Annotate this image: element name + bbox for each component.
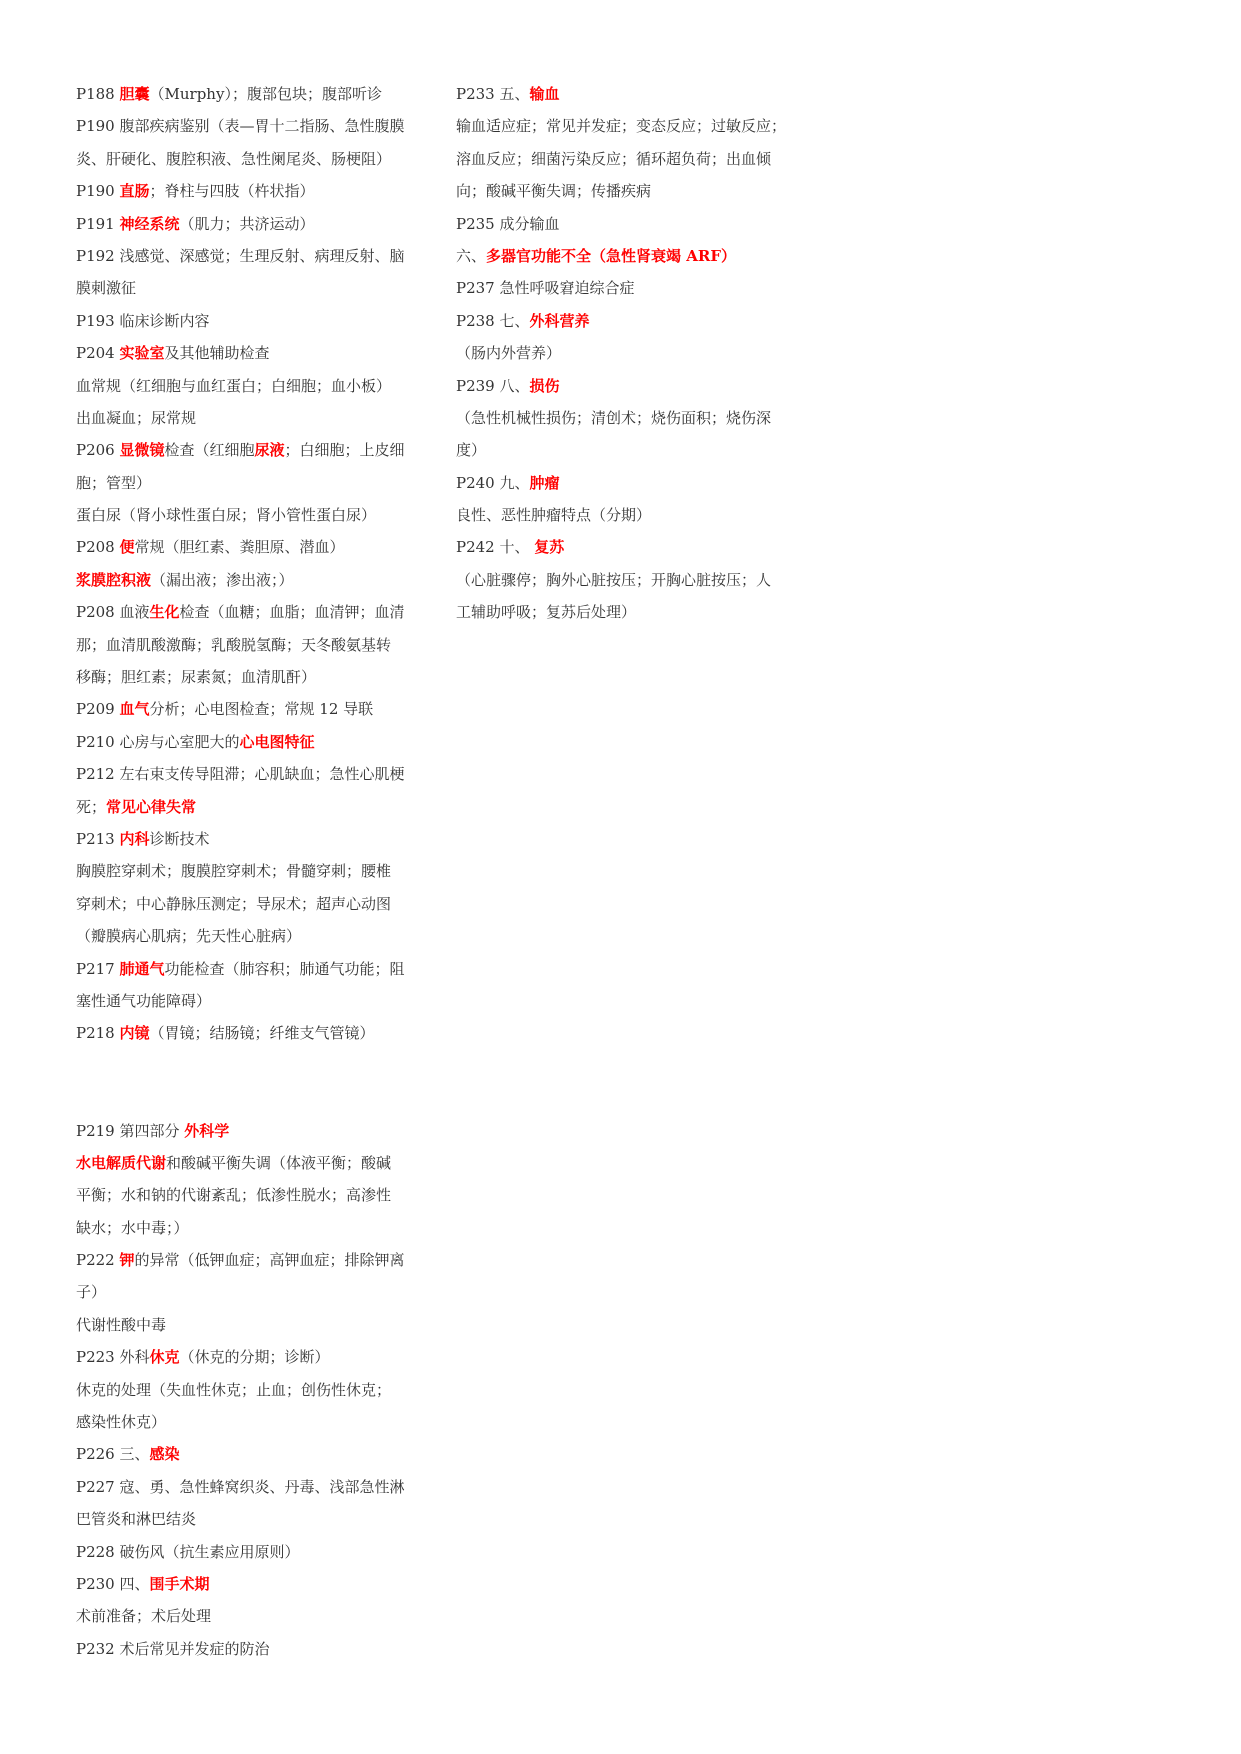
text-segment: ；白细胞；上皮细 bbox=[284, 441, 405, 460]
text-line bbox=[456, 434, 796, 466]
text-line bbox=[76, 791, 416, 823]
highlighted-term: 直肠 bbox=[119, 182, 150, 201]
text-segment: P208 血液 bbox=[76, 603, 150, 622]
text-segment: 膜刺激征 bbox=[76, 279, 137, 298]
highlighted-term: 显微镜 bbox=[119, 441, 165, 460]
highlighted-term: 围手术期 bbox=[149, 1574, 210, 1593]
text-line bbox=[76, 1147, 416, 1179]
text-segment: 移酶；胆红素；尿素氮；血清肌酐） bbox=[76, 668, 317, 687]
text-segment: 死； bbox=[76, 797, 107, 816]
text-line bbox=[76, 1212, 416, 1244]
text-segment: 休克的处理（失血性休克；止血；创伤性休克； bbox=[76, 1380, 392, 1399]
text-line bbox=[456, 564, 796, 596]
text-line bbox=[76, 596, 416, 628]
highlighted-term: 内科 bbox=[119, 829, 150, 848]
text-line bbox=[76, 402, 416, 434]
text-segment: P209 bbox=[76, 700, 120, 719]
highlighted-term: 浆膜腔积液 bbox=[76, 570, 152, 589]
text-segment: 炎、肝硬化、腹腔积液、急性阑尾炎、肠梗阻） bbox=[76, 149, 392, 168]
text-segment: P208 bbox=[76, 538, 120, 557]
highlighted-term: 损伤 bbox=[529, 376, 560, 395]
text-segment: 代谢性酸中毒 bbox=[76, 1315, 167, 1334]
text-segment: 塞性通气功能障碍） bbox=[76, 991, 212, 1010]
text-segment: （胃镜；结肠镜；纤维支气管镜） bbox=[149, 1024, 375, 1043]
text-line bbox=[76, 240, 416, 272]
text-line bbox=[456, 78, 796, 110]
left-column bbox=[76, 78, 416, 1665]
text-segment: 和酸碱平衡失调（体液平衡；酸碱 bbox=[166, 1153, 392, 1172]
text-segment: 出血凝血；尿常规 bbox=[76, 408, 197, 427]
text-line bbox=[456, 240, 796, 272]
text-line bbox=[456, 110, 796, 142]
text-line bbox=[76, 531, 416, 563]
text-segment: 功能检查（肺容积；肺通气功能；阻 bbox=[164, 959, 405, 978]
text-line bbox=[76, 272, 416, 304]
text-segment: 穿刺术；中心静脉压测定；导尿术；超声心动图 bbox=[76, 894, 392, 913]
text-line bbox=[76, 726, 416, 758]
text-segment: P212 左右束支传导阻滞；心肌缺血；急性心肌梗 bbox=[76, 765, 405, 784]
text-segment: P219 第四部分 bbox=[76, 1121, 185, 1140]
text-segment: P242 十、 bbox=[456, 538, 535, 557]
highlighted-term: 便 bbox=[119, 538, 135, 557]
highlighted-term: 肺通气 bbox=[119, 959, 165, 978]
text-segment: P188 bbox=[76, 85, 120, 103]
text-segment: 六、 bbox=[456, 246, 487, 265]
text-segment: P238 七、 bbox=[456, 311, 530, 330]
text-segment: 工辅助呼吸；复苏后处理） bbox=[456, 603, 637, 622]
text-line bbox=[456, 499, 796, 531]
text-line bbox=[76, 1536, 416, 1568]
text-segment: P239 八、 bbox=[456, 376, 530, 395]
highlighted-term: 输血 bbox=[529, 85, 560, 103]
text-segment: 度） bbox=[456, 441, 487, 460]
text-segment: P193 临床诊断内容 bbox=[76, 311, 210, 330]
text-segment: 良性、恶性肿瘤特点（分期） bbox=[456, 506, 652, 525]
text-segment: P222 bbox=[76, 1251, 120, 1270]
text-segment: 分析；心电图检查；常规 12 导联 bbox=[149, 700, 374, 719]
text-line bbox=[76, 1438, 416, 1470]
text-line bbox=[76, 143, 416, 175]
highlighted-term: 钾 bbox=[119, 1251, 135, 1270]
text-line bbox=[76, 434, 416, 466]
highlighted-term: 胆囊 bbox=[119, 85, 150, 103]
text-segment: （休克的分期；诊断） bbox=[179, 1348, 330, 1367]
text-line bbox=[76, 175, 416, 207]
text-segment: P206 bbox=[76, 441, 120, 460]
text-segment: 平衡；水和钠的代谢紊乱；低渗性脱水；高渗性 bbox=[76, 1186, 392, 1205]
text-segment: （心脏骤停；胸外心脏按压；开胸心脏按压；人 bbox=[456, 570, 772, 589]
text-line bbox=[76, 1179, 416, 1211]
text-segment: （瓣膜病心肌病；先天性心脏病） bbox=[76, 927, 302, 946]
highlighted-term: 生化 bbox=[149, 603, 180, 622]
highlighted-term: 复苏 bbox=[534, 538, 565, 557]
text-segment: 胞；管型） bbox=[76, 473, 152, 492]
text-segment: 的异常（低钾血症；高钾血症；排除钾离 bbox=[134, 1251, 405, 1270]
text-segment: （Murphy）；腹部包块；腹部听诊 bbox=[149, 85, 382, 103]
text-line bbox=[76, 1341, 416, 1373]
right-column bbox=[456, 78, 796, 629]
text-segment: P228 破伤风（抗生素应用原则） bbox=[76, 1542, 300, 1561]
text-segment: 血常规（红细胞与血红蛋白；白细胞；血小板） bbox=[76, 376, 392, 395]
text-line bbox=[456, 305, 796, 337]
text-segment: P227 寇、勇、急性蜂窝织炎、丹毒、浅部急性淋 bbox=[76, 1477, 405, 1496]
highlighted-term: 外科营养 bbox=[529, 311, 590, 330]
text-segment: P237 急性呼吸窘迫综合症 bbox=[456, 279, 635, 298]
highlighted-term: 常见心律失常 bbox=[106, 797, 197, 816]
text-segment: P210 心房与心室肥大的 bbox=[76, 732, 240, 751]
text-line bbox=[76, 855, 416, 887]
text-line bbox=[76, 1017, 416, 1049]
text-segment: 输血适应症；常见并发症；变态反应；过敏反应； bbox=[456, 117, 787, 136]
text-segment: ；脊柱与四肢（杵状指） bbox=[149, 182, 315, 201]
text-line bbox=[76, 1115, 416, 1147]
text-line bbox=[76, 1244, 416, 1276]
text-segment: 感染性休克） bbox=[76, 1413, 167, 1432]
text-line bbox=[456, 467, 796, 499]
highlighted-term: 外科学 bbox=[184, 1121, 230, 1140]
highlighted-term: 感染 bbox=[149, 1445, 180, 1464]
text-line bbox=[76, 629, 416, 661]
text-line bbox=[456, 531, 796, 563]
highlighted-term: 实验室 bbox=[119, 344, 165, 363]
text-line bbox=[76, 985, 416, 1017]
text-line bbox=[76, 1568, 416, 1600]
text-line bbox=[456, 143, 796, 175]
text-line bbox=[456, 596, 796, 628]
text-line bbox=[76, 953, 416, 985]
text-line bbox=[76, 1600, 416, 1632]
text-segment: P190 腹部疾病鉴别（表—胃十二指肠、急性腹膜 bbox=[76, 117, 405, 136]
text-line bbox=[76, 920, 416, 952]
text-segment: P204 bbox=[76, 344, 120, 363]
text-line bbox=[76, 208, 416, 240]
text-line bbox=[76, 1633, 416, 1665]
text-segment: P230 四、 bbox=[76, 1574, 150, 1593]
text-segment: 常规（胆红素、粪胆原、潜血） bbox=[134, 538, 345, 557]
text-segment: 诊断技术 bbox=[149, 829, 210, 848]
text-segment: 及其他辅助检查 bbox=[164, 344, 270, 363]
text-line bbox=[76, 1471, 416, 1503]
highlighted-term: 心电图特征 bbox=[239, 732, 315, 751]
text-segment: P217 bbox=[76, 959, 120, 978]
text-line bbox=[76, 888, 416, 920]
text-line bbox=[456, 402, 796, 434]
highlighted-term: 肿瘤 bbox=[529, 473, 560, 492]
text-segment: 蛋白尿（肾小球性蛋白尿；肾小管性蛋白尿） bbox=[76, 506, 377, 525]
highlighted-term: 多器官功能不全（急性肾衰竭 ARF） bbox=[486, 246, 736, 265]
text-segment: 向；酸碱平衡失调；传播疾病 bbox=[456, 182, 652, 201]
highlighted-term: 尿液 bbox=[254, 441, 285, 460]
text-segment: （急性机械性损伤；清创术；烧伤面积；烧伤深 bbox=[456, 408, 772, 427]
highlighted-term: 休克 bbox=[149, 1348, 180, 1367]
text-segment: P226 三、 bbox=[76, 1445, 150, 1464]
text-segment: P190 bbox=[76, 182, 120, 201]
text-line bbox=[76, 305, 416, 337]
text-line bbox=[76, 78, 416, 110]
text-segment: P191 bbox=[76, 214, 120, 233]
text-segment: （漏出液；渗出液；） bbox=[151, 570, 294, 589]
highlighted-term: 内镜 bbox=[119, 1024, 150, 1043]
text-segment: P235 成分输血 bbox=[456, 214, 560, 233]
text-line bbox=[76, 1276, 416, 1308]
text-line bbox=[76, 1309, 416, 1341]
text-line bbox=[76, 499, 416, 531]
text-segment: 胸膜腔穿刺术；腹膜腔穿刺术；骨髓穿刺；腰椎 bbox=[76, 862, 392, 881]
text-segment: 检查（红细胞 bbox=[164, 441, 255, 460]
text-segment: P223 外科 bbox=[76, 1348, 150, 1367]
section-spacer bbox=[76, 1050, 416, 1115]
text-segment: P233 五、 bbox=[456, 85, 530, 103]
text-segment: 巴管炎和淋巴结炎 bbox=[76, 1510, 197, 1529]
text-line bbox=[76, 758, 416, 790]
text-segment: P240 九、 bbox=[456, 473, 530, 492]
text-line bbox=[456, 208, 796, 240]
text-segment: P213 bbox=[76, 829, 120, 848]
text-line bbox=[456, 175, 796, 207]
highlighted-term: 水电解质代谢 bbox=[76, 1153, 167, 1172]
text-segment: P232 术后常见并发症的防治 bbox=[76, 1639, 270, 1658]
text-line bbox=[76, 337, 416, 369]
text-line bbox=[456, 370, 796, 402]
highlighted-term: 血气 bbox=[119, 700, 150, 719]
highlighted-term: 神经系统 bbox=[119, 214, 180, 233]
text-line bbox=[456, 337, 796, 369]
text-line bbox=[456, 272, 796, 304]
text-segment: （肌力；共济运动） bbox=[179, 214, 315, 233]
text-segment: 子） bbox=[76, 1283, 107, 1302]
text-line bbox=[76, 661, 416, 693]
text-line bbox=[76, 693, 416, 725]
text-segment: 溶血反应；细菌污染反应；循环超负荷；出血倾 bbox=[456, 149, 772, 168]
text-segment: 那；血清肌酸激酶；乳酸脱氢酶；天冬酸氨基转 bbox=[76, 635, 392, 654]
text-segment: P192 浅感觉、深感觉；生理反射、病理反射、脑 bbox=[76, 246, 405, 265]
text-segment: P218 bbox=[76, 1024, 120, 1043]
text-segment: 检查（血糖；血脂；血清钾；血清 bbox=[179, 603, 405, 622]
text-segment: （肠内外营养） bbox=[456, 344, 562, 363]
text-line bbox=[76, 370, 416, 402]
text-line bbox=[76, 1503, 416, 1535]
text-line bbox=[76, 1374, 416, 1406]
text-line bbox=[76, 1406, 416, 1438]
text-line bbox=[76, 110, 416, 142]
text-line bbox=[76, 564, 416, 596]
text-line bbox=[76, 467, 416, 499]
text-segment: 术前准备；术后处理 bbox=[76, 1607, 212, 1626]
text-segment: 缺水；水中毒；） bbox=[76, 1218, 189, 1237]
text-line bbox=[76, 823, 416, 855]
